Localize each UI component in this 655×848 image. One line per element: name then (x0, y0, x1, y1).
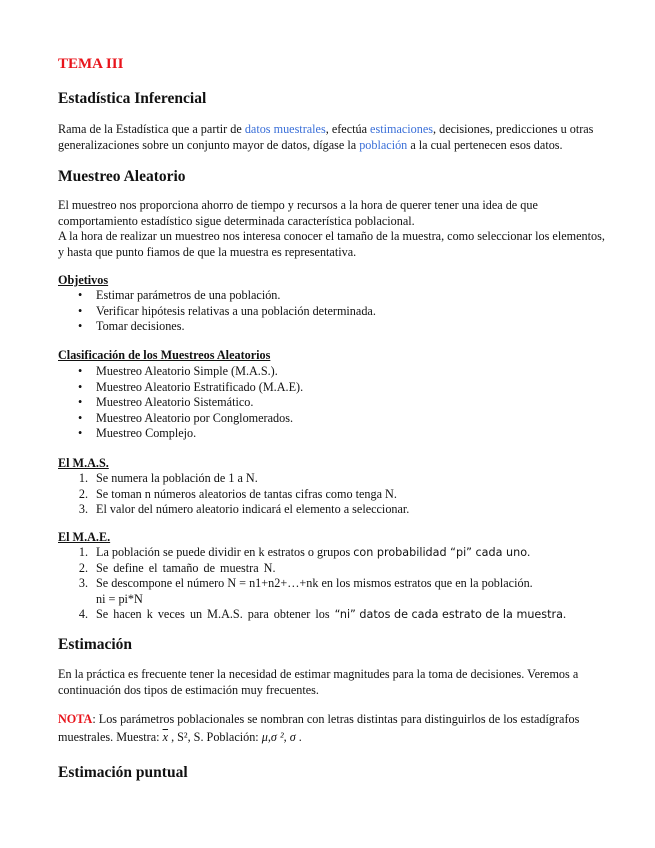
list-item: 3. Se descompone el número N = n1+n2+…+nk en los mismos estratos que en la población. ni = pi*N (58, 576, 606, 607)
clasificacion-heading: Clasificación de los Muestreos Aleatorios (58, 348, 271, 362)
paragraph-estimacion: En la práctica es frecuente tener la necesidad de estimar magnitudes para la toma de decisiones. Veremos a continuación dos tipos de estimación muy frecuentes. (58, 667, 579, 697)
list-item: • Muestreo Aleatorio Simple (M.A.S.). (78, 364, 278, 378)
text: a la cual pertenecen esos datos. (407, 137, 563, 152)
list-item: • Verificar hipótesis relativas a una población determinada. (78, 303, 376, 318)
bullet-icon: • (78, 395, 83, 409)
bullet-icon: • (78, 319, 83, 333)
sample-mean-symbol: $\overline{x}$ (162, 730, 169, 744)
bullet-icon: • (78, 379, 83, 394)
bullet-icon: • (78, 426, 83, 440)
clasificacion-list (58, 364, 606, 442)
list-number: 3. (78, 502, 88, 516)
list-item: • Tomar decisiones. (78, 319, 185, 333)
list-number: 1. (78, 471, 88, 485)
link-datos-muestrales[interactable]: datos muestrales (244, 122, 326, 136)
section-heading-muestreo: Muestreo Aleatorio (58, 168, 186, 185)
list-number: 2. (78, 560, 88, 575)
list-item: • Muestreo Aleatorio Sistemático. (78, 395, 254, 409)
bullet-icon: • (78, 288, 83, 302)
list-item: • Muestreo Aleatorio Estratificado (M.A.E). (78, 379, 304, 394)
paragraph-line: El muestreo nos proporciona ahorro de tiempo y recursos a la hora de querer tener una idea de que comportamiento estadístico sigue determinada característica poblacional. (58, 198, 538, 228)
paragraph-definition (58, 122, 606, 153)
bullet-icon: • (78, 364, 83, 378)
list-number: 4. (78, 607, 88, 621)
mas-list (58, 471, 606, 518)
sans-text: con probabilidad “pi” cada uno (353, 546, 528, 559)
nota-label: NOTA (58, 712, 93, 726)
paragraph-line: A la hora de realizar un muestreo nos interesa conocer el tamaño de la muestra, como seleccionar los elementos, y hasta que punto fiamos de que la muestra es representativa. (58, 229, 605, 259)
bullet-icon: • (78, 410, 83, 425)
paragraph-nota: NOTA: Los parámetros poblacionales se nombran con letras distintas para distinguirlos de los estadígrafos muestrales. Muestra: $\overline{x}$ , S², S. Población: μ,σ ², σ . (58, 712, 580, 744)
bullet-icon: • (78, 303, 83, 318)
link-estimaciones[interactable]: estimaciones (370, 122, 433, 136)
list-item: 3. El valor del número aleatorio indicará el elemento a seleccionar. (58, 502, 606, 518)
sans-text: “ni” datos de cada estrato de la muestra (334, 608, 563, 621)
text: , efectúa (325, 122, 371, 136)
list-number: 1. (78, 545, 88, 559)
mae-list (58, 545, 606, 623)
objetivos-list (58, 288, 606, 335)
text: , decisiones, predicciones u otras generalizaciones sobre un conjunto mayor de datos, dígase la (58, 122, 594, 152)
text: Rama de la Estadística que a partir de (58, 122, 245, 136)
section-heading-puntual: Estimación puntual (58, 764, 188, 781)
list-item: 4. Se hacen k veces un M.A.S. para obtener los “ni” datos de cada estrato de la muestra. (58, 607, 606, 623)
list-item: 1. La población se puede dividir en k estratos o grupos con probabilidad “pi” cada uno. (58, 545, 606, 561)
objetivos-heading: Objetivos (58, 273, 109, 287)
topic-title: TEMA III (58, 56, 124, 72)
list-item: 2. Se toman n números aleatorios de tantas cifras como tenga N. (58, 487, 606, 503)
list-item: • Estimar parámetros de una población. (78, 288, 281, 302)
population-symbols: μ,σ ², σ (261, 730, 296, 744)
mae-heading: El M.A.E. (58, 530, 111, 544)
list-item: • Muestreo Aleatorio por Conglomerados. (78, 410, 293, 425)
link-poblacion[interactable]: población (359, 137, 408, 152)
list-item: • Muestreo Complejo. (78, 426, 197, 440)
section-heading-estimacion: Estimación (58, 636, 133, 653)
paragraph-muestreo (58, 198, 606, 260)
mas-heading: El M.A.S. (58, 456, 109, 470)
list-number: 2. (78, 486, 88, 501)
list-item: 2. Se define el tamaño de muestra N. (58, 561, 606, 577)
list-number: 3. (78, 576, 88, 590)
list-item: 1. Se numera la población de 1 a N. (58, 471, 606, 487)
section-heading-inferencial: Estadística Inferencial (58, 90, 207, 107)
